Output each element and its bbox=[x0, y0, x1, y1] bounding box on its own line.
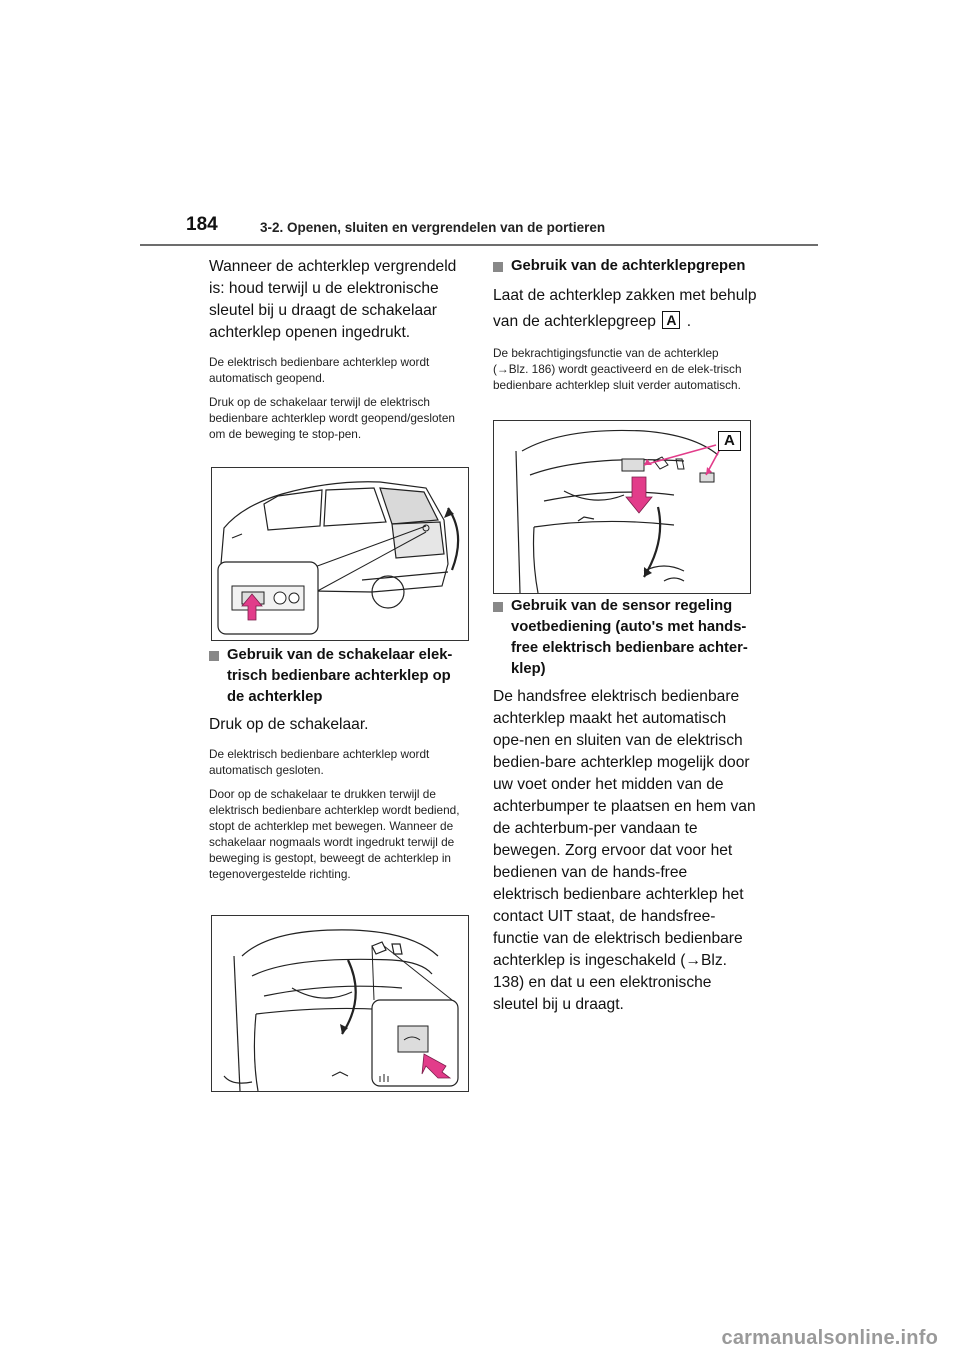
grip-instruction-text: Laat de achterklep zakken met behulp van de achterklepgreep bbox=[493, 287, 757, 330]
left-column-bottom bbox=[209, 645, 471, 882]
watermark: carmanualsonline.info bbox=[721, 1327, 938, 1349]
right-column-bottom bbox=[493, 596, 757, 1016]
left-column-top bbox=[209, 256, 471, 442]
bullet-square-icon bbox=[493, 602, 503, 612]
intro-paragraph: Wanneer de achterklep vergrendeld is: houd terwijl u de elektronische sleutel bij u draagt de schakelaar achterklep openen ingedrukt. bbox=[209, 258, 457, 341]
figure-tailgate-grips bbox=[493, 420, 751, 594]
section-title: 3-2. Openen, sluiten en vergrendelen van de portieren bbox=[260, 220, 606, 235]
bullet-square-icon bbox=[209, 651, 219, 661]
tailgate-grips-illustration bbox=[494, 421, 750, 593]
bullet-square-icon bbox=[493, 262, 503, 272]
figure-tailgate-close-switch bbox=[211, 915, 469, 1092]
heading-tailgate-switch bbox=[209, 645, 471, 708]
grip-instruction bbox=[493, 283, 757, 335]
heading-tailgate-grips-text: Gebruik van de achterklepgrepen bbox=[511, 258, 746, 274]
grip-instruction-end: . bbox=[686, 313, 692, 330]
open-tailgate-illustration bbox=[212, 916, 468, 1091]
page-number: 184 bbox=[186, 214, 218, 235]
heading-tailgate-grips bbox=[493, 256, 757, 277]
header-rule bbox=[140, 244, 818, 246]
right-column-top bbox=[493, 256, 757, 393]
foot-sensor-description: De handsfree elektrisch bedienbare achterklep maakt het automatisch ope-nen en sluiten van de elektrisch bedien-bare achterklep mogelijk door uw voet onder het midden van de achterbumper te plaatsen en hem van de achterbum-per vandaan te bewegen. Zorg ervoor dat voor het bedienen van de hands-free elektrisch bedienbare achterklep het contact UIT staat, de handsfree-functie van de elektrisch bedienbare achterklep is ingeschakeld (→Blz. 138) en dat u een elektronische sleutel bij u draagt. bbox=[493, 688, 756, 1013]
heading-foot-sensor bbox=[493, 596, 757, 680]
figure-suv-tailgate-switch bbox=[211, 467, 469, 641]
note-power-close: De bekrachtigingsfunctie van de achterklep (→Blz. 186) wordt geactiveerd en de elek-trisch bedienbare achterklep sluit verder automatisch. bbox=[493, 346, 742, 392]
suv-illustration bbox=[212, 468, 468, 640]
callout-label-a: A bbox=[718, 431, 741, 451]
heading-foot-sensor-text: Gebruik van de sensor regeling voetbediening (auto's met hands-free elektrisch bedienbare achter-klep) bbox=[511, 598, 748, 677]
press-switch-text: Druk op de schakelaar. bbox=[209, 716, 369, 733]
note-reverse: Door op de schakelaar te drukken terwijl de elektrisch bedienbare achterklep wordt bediend, stopt de achterklep met bewegen. Wanneer de schakelaar nogmaals wordt ingedrukt terwijl de beweging is gestopt, beweegt de achterklep in tegenovergestelde richting. bbox=[209, 787, 460, 881]
heading-tailgate-switch-text: Gebruik van de schakelaar elek-trisch bedienbare achterklep op de achterklep bbox=[227, 647, 453, 705]
note-stop: Druk op de schakelaar terwijl de elektrisch bedienbare achterklep wordt geopend/gesloten om de beweging te stop-pen. bbox=[209, 395, 455, 441]
label-a-tag: A bbox=[662, 311, 680, 329]
note-auto-open: De elektrisch bedienbare achterklep wordt automatisch geopend. bbox=[209, 355, 430, 385]
note-auto-close: De elektrisch bedienbare achterklep wordt automatisch gesloten. bbox=[209, 747, 430, 777]
